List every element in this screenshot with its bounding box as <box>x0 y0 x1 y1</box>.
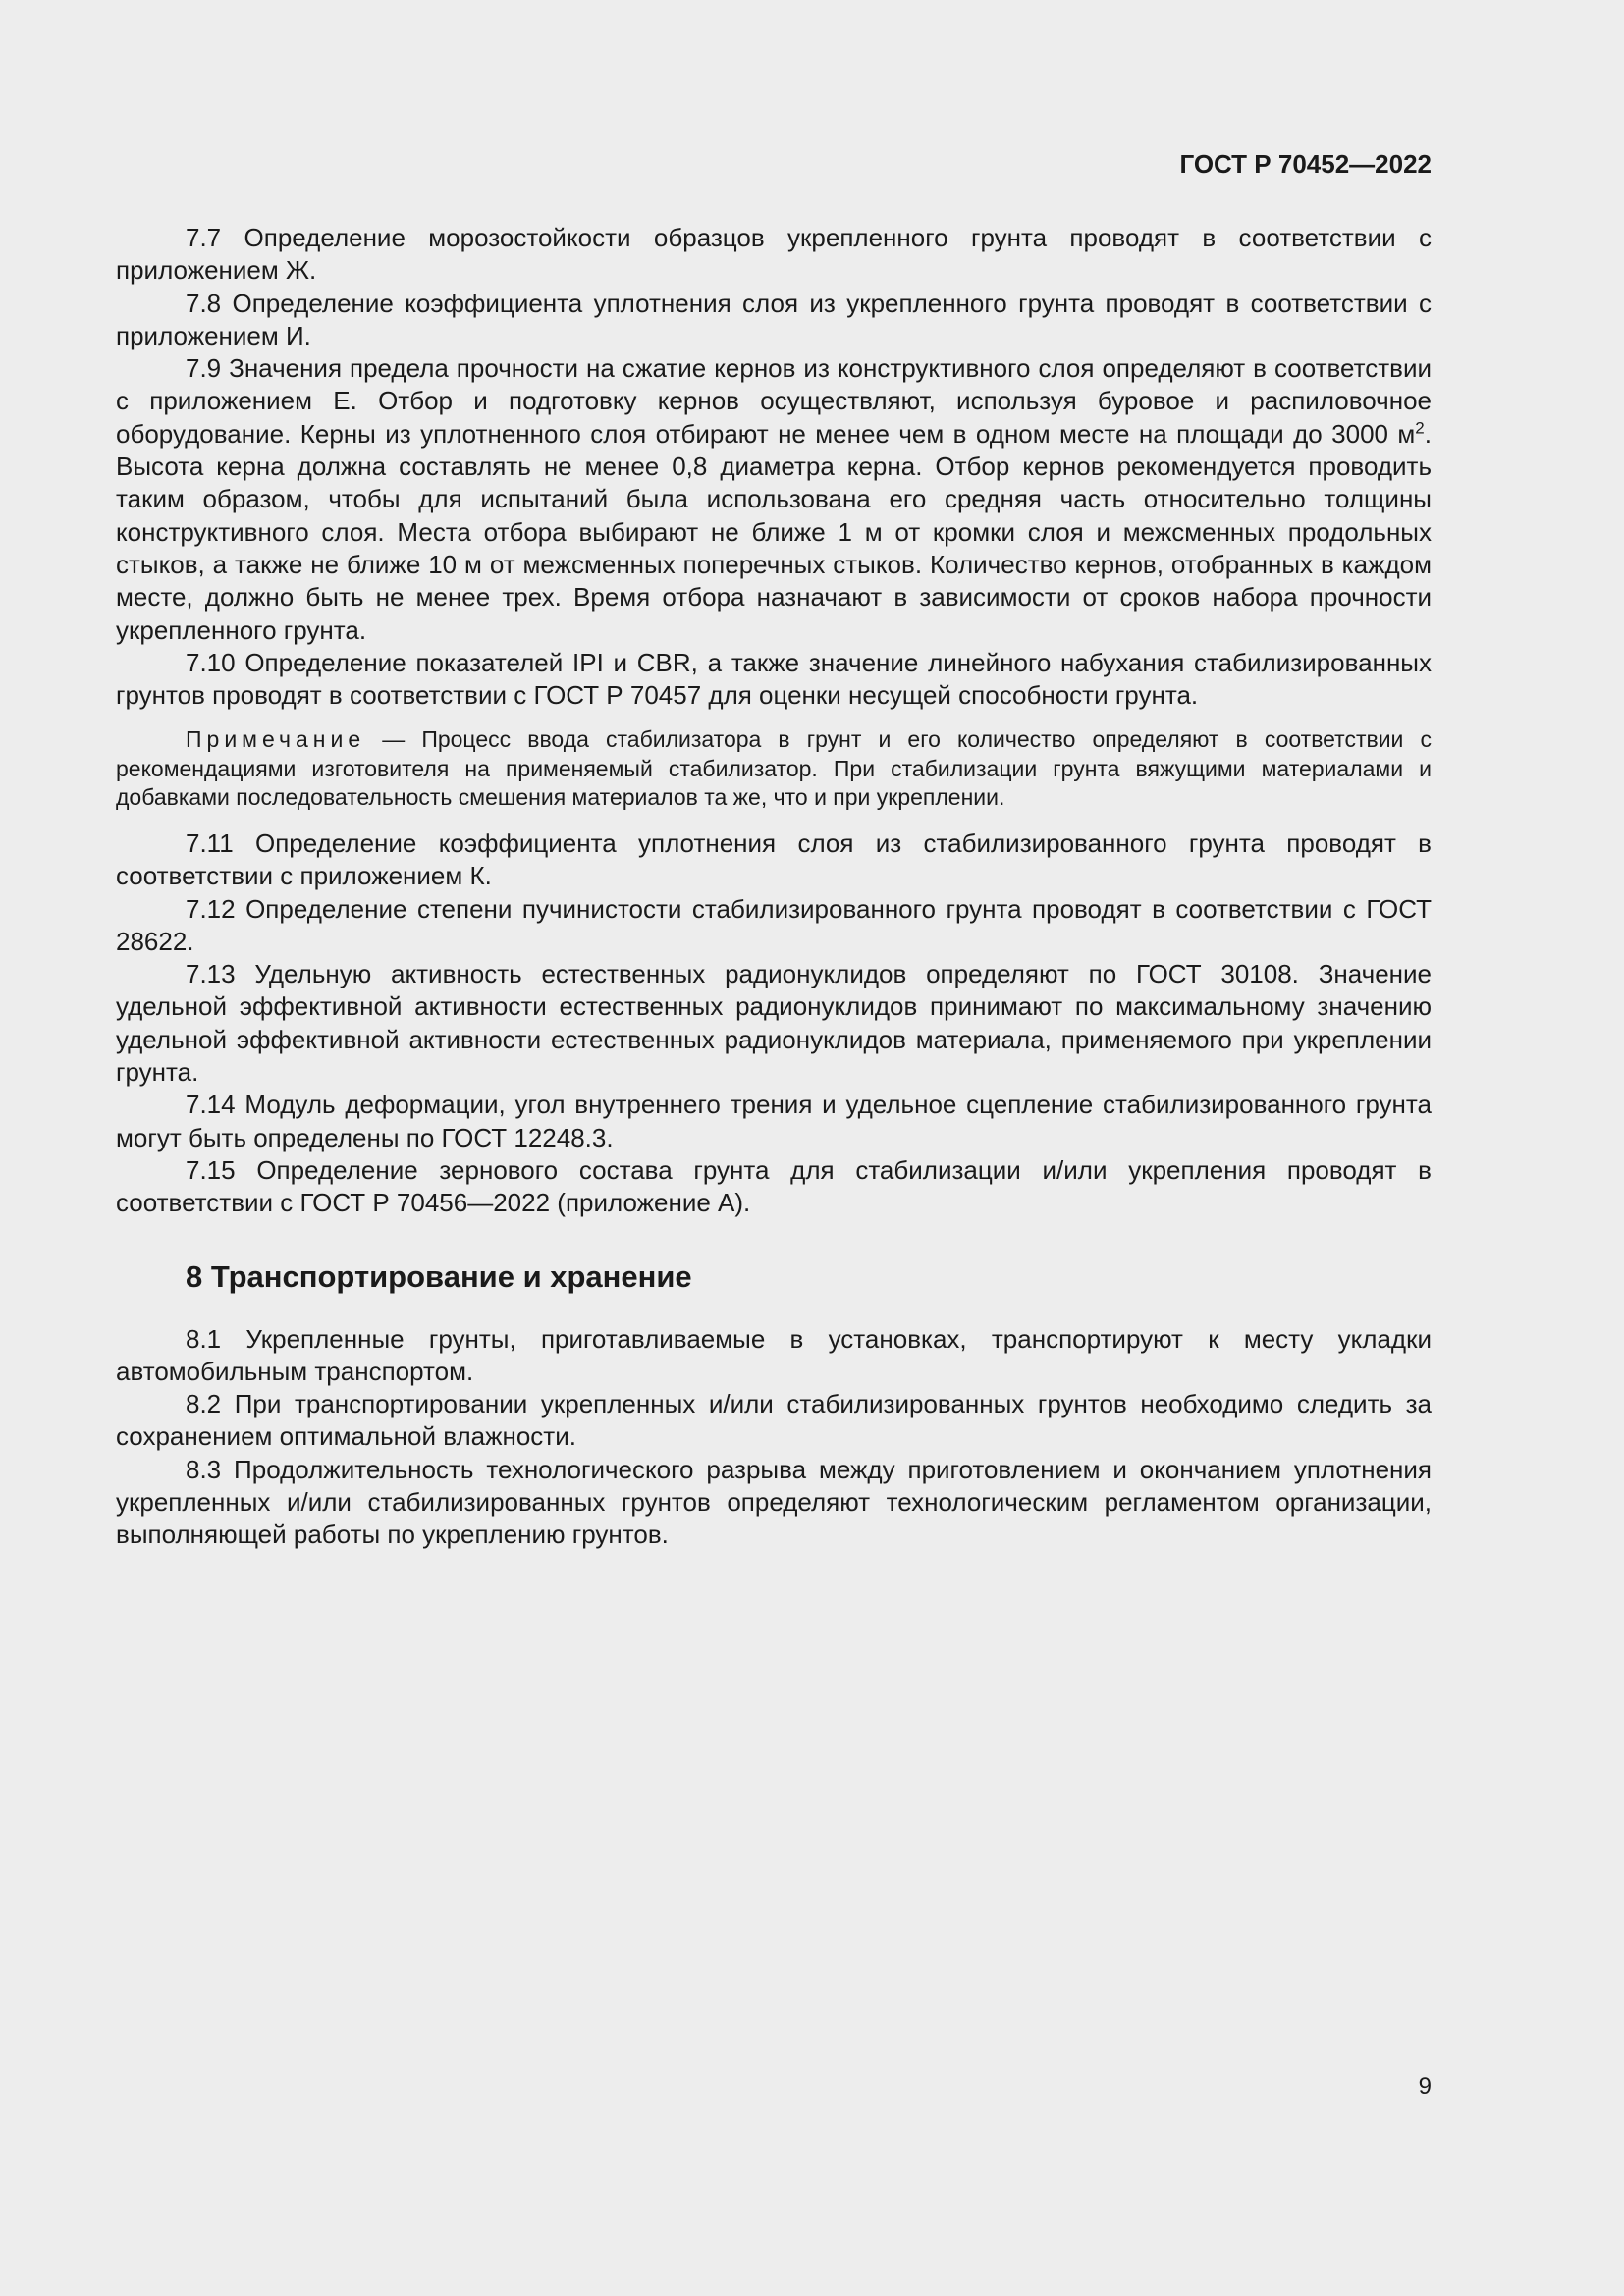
document-id: ГОСТ Р 70452—2022 <box>1179 149 1432 179</box>
section-8-heading: 8 Транспортирование и хранение <box>186 1258 692 1294</box>
paragraph-7-10: 7.10 Определение показателей IPI и CBR, а также значение линейного набухания стабилизированных грунтов проводят в соответствии с ГОСТ Р 70457 для оценки несущей способности грунта. <box>116 647 1432 711</box>
paragraph-7-7: 7.7 Определение морозостойкости образцов укрепленного грунта проводят в соответствии с приложением Ж. <box>116 223 1432 286</box>
note-text: — Процесс ввода стабилизатора в грунт и его количество определяют в соответствии с рекомендациями изготовителя на применяемый стабилизатор. При стабилизации грунта вяжущими материалами и добавками последовательность смешения материалов та же, что и при укреплении. <box>116 726 1432 811</box>
paragraph-7-9 <box>116 352 1432 647</box>
paragraph-7-15: 7.15 Определение зернового состава грунта для стабилизации и/или укрепления проводят в соответствии с ГОСТ Р 70456—2022 (приложение А). <box>116 1154 1432 1218</box>
paragraph-8-1: 8.1 Укрепленные грунты, приготавливаемые в установках, транспортируют к месту укладки автомобильным транспортом. <box>116 1323 1432 1386</box>
paragraph-7-9-part1: 7.9 Значения предела прочности на сжатие кернов из конструктивного слоя определяют в соответствии с приложением Е. Отбор и подготовку кернов осуществляют, используя буровое и распиловочное оборудование. Керны из уплотненного слоя отбирают не менее чем в одном месте на площади до 3000 м <box>116 353 1432 449</box>
paragraph-8-3: 8.3 Продолжительность технологического разрыва между приготовлением и окончанием уплотнения укрепленных и/или стабилизированных грунтов определяют технологическим регламентом организации, выполняющей работы по укреплению грунтов. <box>116 1454 1432 1550</box>
paragraph-7-11: 7.11 Определение коэффициента уплотнения слоя из стабилизированного грунта проводят в соответствии с приложением К. <box>116 828 1432 891</box>
document-header <box>116 147 1432 181</box>
document-body <box>116 222 1432 1552</box>
note-label: Примечание <box>186 726 366 753</box>
paragraph-7-14: 7.14 Модуль деформации, угол внутреннего трения и удельное сцепление стабилизированного грунта могут быть определены по ГОСТ 12248.3. <box>116 1090 1432 1152</box>
paragraph-8-2: 8.2 При транспортировании укрепленных и/или стабилизированных грунтов необходимо следить за сохранением оптимальной влажности. <box>116 1389 1432 1452</box>
page-number: 9 <box>1418 2073 1432 2100</box>
note <box>116 725 1432 813</box>
paragraph-7-12: 7.12 Определение степени пучинистости стабилизированного грунта проводят в соответствии с ГОСТ 28622. <box>116 893 1432 956</box>
superscript-2: 2 <box>1415 418 1425 438</box>
paragraph-7-13: 7.13 Удельную активность естественных радионуклидов определяют по ГОСТ 30108. Значение удельной эффективной активности естественных радионуклидов принимают по максимальному значению удельной эффективной активности естественных радионуклидов материала, применяемого при укреплении грунта. <box>116 959 1432 1088</box>
paragraph-7-9-part2: . Высота керна должна составлять не менее 0,8 диаметра керна. Отбор кернов рекомендуется проводить таким образом, чтобы для испытаний была использована его средняя часть относительно толщины конструктивного слоя. Места отбора выбирают не ближе 1 м от кромки слоя и межсменных продольных стыков, а также не ближе 10 м от межсменных поперечных стыков. Количество кернов, отобранных в каждом месте, должно быть не менее трех. Время отбора назначают в зависимости от сроков набора прочности укрепленного грунта. <box>116 418 1432 645</box>
paragraph-7-8: 7.8 Определение коэффициента уплотнения слоя из укрепленного грунта проводят в соответствии с приложением И. <box>116 288 1432 350</box>
